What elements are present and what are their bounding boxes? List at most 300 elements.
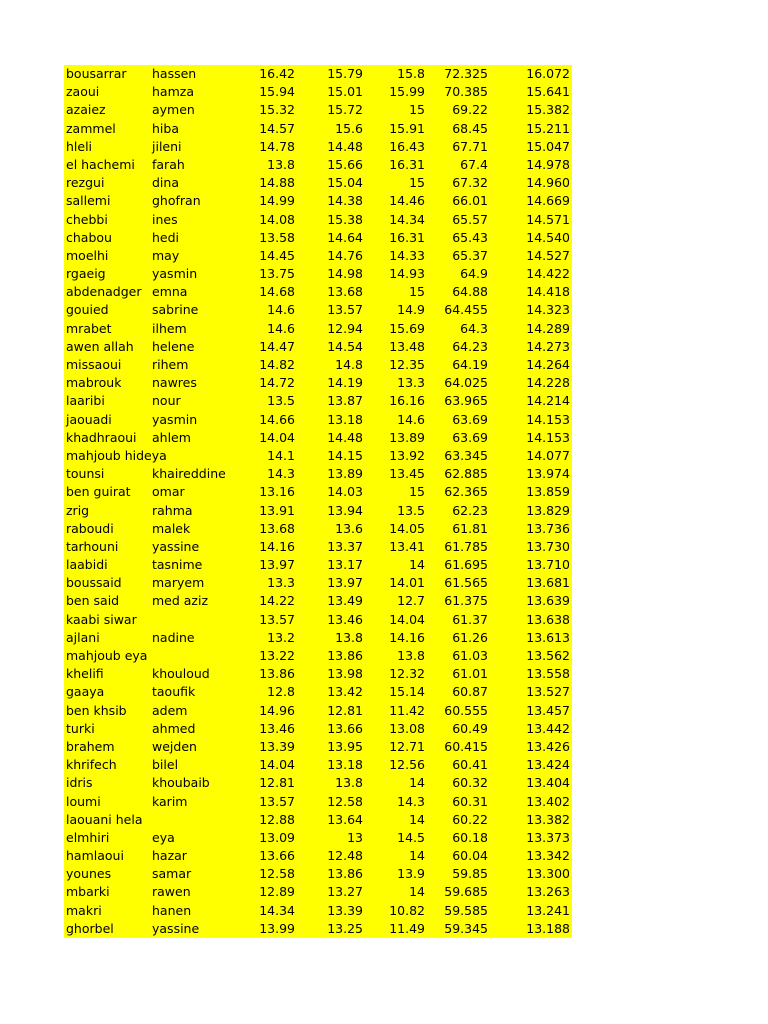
score-2-cell[interactable]: 13.68 [327,284,363,300]
score-1-cell[interactable]: 14.72 [259,375,295,391]
last-name-cell[interactable]: ghorbel [66,920,114,936]
score-1-cell[interactable]: 13.58 [259,229,295,245]
score-3-cell[interactable]: 14.9 [397,302,425,318]
first-name-cell[interactable]: yassine [152,538,200,554]
score-1-cell[interactable]: 14.68 [259,284,295,300]
total-cell[interactable]: 69.22 [452,102,488,118]
average-cell[interactable]: 14.264 [526,357,570,372]
score-3-cell[interactable]: 13.8 [397,648,425,663]
total-cell[interactable]: 65.43 [452,229,488,245]
last-name-cell[interactable]: khrifech [66,757,117,773]
average-cell[interactable]: 13.639 [526,593,570,609]
total-cell[interactable]: 67.71 [452,138,488,154]
total-cell[interactable]: 61.37 [452,611,488,627]
score-2-cell[interactable]: 13.86 [327,866,363,882]
score-2-cell[interactable]: 13.89 [327,466,363,482]
first-name-cell[interactable]: yassine [152,920,200,936]
average-cell[interactable]: 13.527 [526,684,570,700]
score-2-cell[interactable]: 14.48 [327,138,363,154]
first-name-cell[interactable]: eya [152,829,175,845]
total-cell[interactable]: 68.45 [452,120,488,136]
total-cell[interactable]: 64.3 [460,320,488,336]
average-cell[interactable]: 13.558 [526,666,570,682]
last-name-cell[interactable]: chabou [66,229,112,245]
average-cell[interactable]: 13.974 [526,466,570,482]
score-3-cell[interactable]: 12.7 [397,593,425,609]
total-cell[interactable]: 72.325 [444,66,488,81]
first-name-cell[interactable]: hiba [152,120,179,136]
first-name-cell[interactable]: malek [152,520,191,536]
score-3-cell[interactable]: 13.3 [397,375,425,391]
first-name-cell[interactable]: ilhem [152,320,187,336]
total-cell[interactable]: 60.87 [452,684,488,700]
last-name-cell[interactable]: rezgui [66,175,105,191]
total-cell[interactable]: 66.01 [452,193,488,209]
score-1-cell[interactable]: 13.86 [259,666,295,682]
last-name-cell[interactable]: hleli [66,138,93,154]
score-3-cell[interactable]: 14.33 [389,247,425,263]
score-2-cell[interactable]: 15.6 [335,120,363,136]
score-3-cell[interactable]: 15 [409,484,425,500]
score-2-cell[interactable]: 13.37 [327,538,363,554]
total-cell[interactable]: 65.37 [452,247,488,263]
average-cell[interactable]: 13.613 [526,629,570,645]
score-1-cell[interactable]: 13.16 [259,484,295,500]
score-3-cell[interactable]: 14 [409,557,425,573]
score-2-cell[interactable]: 13.6 [335,520,363,536]
score-1-cell[interactable]: 12.8 [267,684,295,700]
total-cell[interactable]: 64.025 [444,375,488,391]
score-3-cell[interactable]: 15.99 [389,84,425,100]
average-cell[interactable]: 15.047 [526,138,570,154]
score-3-cell[interactable]: 14.5 [397,829,425,845]
total-cell[interactable]: 64.9 [460,266,488,282]
average-cell[interactable]: 13.562 [526,648,570,663]
score-1-cell[interactable]: 13.66 [259,848,295,864]
score-1-cell[interactable]: 13.57 [259,793,295,809]
first-name-cell[interactable]: tasnime [152,557,203,573]
last-name-cell[interactable]: raboudi [66,520,114,536]
first-name-cell[interactable]: khouloud [152,666,210,682]
score-1-cell[interactable]: 14.47 [259,338,295,354]
score-3-cell[interactable]: 15 [409,175,425,191]
total-cell[interactable]: 60.41 [452,757,488,773]
first-name-cell[interactable]: hazar [152,848,187,864]
average-cell[interactable]: 13.402 [526,793,570,809]
score-2-cell[interactable]: 13.98 [327,666,363,682]
total-cell[interactable]: 64.455 [444,302,488,318]
score-1-cell[interactable]: 13.22 [259,648,295,663]
average-cell[interactable]: 13.424 [526,757,570,773]
first-name-cell[interactable]: rawen [152,884,191,900]
first-name-cell[interactable]: emna [152,284,188,300]
score-1-cell[interactable]: 14.57 [259,120,295,136]
score-2-cell[interactable]: 12.81 [327,702,363,718]
last-name-cell[interactable]: zammel [66,120,116,136]
first-name-cell[interactable]: hedi [152,229,180,245]
average-cell[interactable]: 14.214 [526,393,570,409]
last-name-cell[interactable]: ben guirat [66,484,131,500]
score-2-cell[interactable]: 13 [347,829,363,845]
first-name-cell[interactable]: ahlem [152,429,191,445]
score-1-cell[interactable]: 14.3 [267,466,295,482]
score-3-cell[interactable]: 14.16 [389,629,425,645]
score-2-cell[interactable]: 12.48 [327,848,363,864]
average-cell[interactable]: 13.730 [526,538,570,554]
score-2-cell[interactable]: 14.19 [327,375,363,391]
first-name-cell[interactable]: samar [152,866,192,882]
last-name-cell[interactable]: ben khsib [66,702,127,718]
average-cell[interactable]: 13.829 [526,502,570,518]
average-cell[interactable]: 13.442 [526,720,570,736]
score-3-cell[interactable]: 14.3 [397,793,425,809]
first-name-cell[interactable]: rihem [152,357,189,372]
total-cell[interactable]: 60.415 [444,738,488,754]
score-2-cell[interactable]: 14.48 [327,429,363,445]
last-name-cell[interactable]: tounsi [66,466,105,482]
score-1-cell[interactable]: 13.97 [259,557,295,573]
last-name-cell[interactable]: ben said [66,593,120,609]
score-2-cell[interactable]: 14.98 [327,266,363,282]
score-2-cell[interactable]: 13.66 [327,720,363,736]
total-cell[interactable]: 59.345 [444,920,488,936]
total-cell[interactable]: 65.57 [452,211,488,227]
last-name-cell[interactable]: awen allah [66,338,134,354]
last-name-cell[interactable]: rgaeig [66,266,106,282]
total-cell[interactable]: 67.4 [460,156,488,172]
total-cell[interactable]: 61.565 [444,575,488,591]
total-cell[interactable]: 59.685 [444,884,488,900]
score-3-cell[interactable]: 14.93 [389,266,425,282]
total-cell[interactable]: 64.19 [452,357,488,372]
first-name-cell[interactable]: hassen [152,66,197,81]
score-1-cell[interactable]: 14.6 [267,320,295,336]
last-name-cell[interactable]: laouani hela [66,811,143,827]
score-2-cell[interactable]: 13.97 [327,575,363,591]
total-cell[interactable]: 60.22 [452,811,488,827]
score-2-cell[interactable]: 13.49 [327,593,363,609]
score-2-cell[interactable]: 13.94 [327,502,363,518]
first-name-cell[interactable]: maryem [152,575,205,591]
first-name-cell[interactable]: ines [152,211,178,227]
average-cell[interactable]: 14.153 [526,429,570,445]
last-name-cell[interactable]: el hachemi [66,156,135,172]
score-2-cell[interactable]: 14.76 [327,247,363,263]
total-cell[interactable]: 62.23 [452,502,488,518]
first-name-cell[interactable]: nadine [152,629,195,645]
score-1-cell[interactable]: 14.22 [259,593,295,609]
score-2-cell[interactable]: 13.87 [327,393,363,409]
score-2-cell[interactable]: 13.18 [327,757,363,773]
score-3-cell[interactable]: 11.49 [389,920,425,936]
score-3-cell[interactable]: 15 [409,102,425,118]
score-3-cell[interactable]: 15 [409,284,425,300]
total-cell[interactable]: 59.85 [452,866,488,882]
average-cell[interactable]: 13.710 [526,557,570,573]
score-2-cell[interactable]: 15.04 [327,175,363,191]
score-1-cell[interactable]: 14.82 [259,357,295,372]
score-3-cell[interactable]: 13.45 [389,466,425,482]
average-cell[interactable]: 14.669 [526,193,570,209]
score-2-cell[interactable]: 15.01 [327,84,363,100]
last-name-cell[interactable]: hamlaoui [66,848,124,864]
total-cell[interactable]: 60.18 [452,829,488,845]
score-3-cell[interactable]: 14.04 [389,611,425,627]
score-2-cell[interactable]: 13.46 [327,611,363,627]
first-name-cell[interactable]: omar [152,484,185,500]
average-cell[interactable]: 13.188 [526,920,570,936]
last-name-cell[interactable]: azaiez [66,102,106,118]
score-1-cell[interactable]: 14.34 [259,902,295,918]
score-2-cell[interactable]: 13.17 [327,557,363,573]
average-cell[interactable]: 14.978 [526,156,570,172]
total-cell[interactable]: 62.365 [444,484,488,500]
score-1-cell[interactable]: 14.45 [259,247,295,263]
score-2-cell[interactable]: 13.86 [327,648,363,663]
score-3-cell[interactable]: 14.05 [389,520,425,536]
average-cell[interactable]: 14.153 [526,411,570,427]
total-cell[interactable]: 64.88 [452,284,488,300]
last-name-cell[interactable]: gaaya [66,684,105,700]
score-2-cell[interactable]: 13.64 [327,811,363,827]
score-3-cell[interactable]: 16.43 [389,138,425,154]
score-3-cell[interactable]: 16.31 [389,229,425,245]
first-name-cell[interactable]: jileni [152,138,182,154]
average-cell[interactable]: 13.342 [526,848,570,864]
score-3-cell[interactable]: 13.89 [389,429,425,445]
score-1-cell[interactable]: 12.88 [259,811,295,827]
score-3-cell[interactable]: 14.6 [397,411,425,427]
score-2-cell[interactable]: 14.54 [327,338,363,354]
average-cell[interactable]: 13.404 [526,775,570,791]
score-2-cell[interactable]: 14.15 [327,447,363,463]
total-cell[interactable]: 60.555 [444,702,488,718]
score-3-cell[interactable]: 14 [409,811,425,827]
average-cell[interactable]: 14.077 [526,447,570,463]
total-cell[interactable]: 61.695 [444,557,488,573]
score-3-cell[interactable]: 16.16 [389,393,425,409]
last-name-cell[interactable]: chebbi [66,211,108,227]
last-name-cell[interactable]: bousarrar [66,66,127,81]
total-cell[interactable]: 63.345 [444,447,488,463]
average-cell[interactable]: 14.527 [526,247,570,263]
score-3-cell[interactable]: 12.56 [389,757,425,773]
average-cell[interactable]: 13.300 [526,866,570,882]
score-1-cell[interactable]: 14.78 [259,138,295,154]
score-3-cell[interactable]: 10.82 [389,902,425,918]
average-cell[interactable]: 13.373 [526,829,570,845]
average-cell[interactable]: 13.382 [526,811,570,827]
last-name-cell[interactable]: mahjoub hideya [66,447,167,463]
last-name-cell[interactable]: ajlani [66,629,100,645]
score-3-cell[interactable]: 12.35 [389,357,425,372]
last-name-cell[interactable]: zaoui [66,84,100,100]
last-name-cell[interactable]: gouied [66,302,109,318]
total-cell[interactable]: 60.31 [452,793,488,809]
last-name-cell[interactable]: sallemi [66,193,111,209]
score-1-cell[interactable]: 13.46 [259,720,295,736]
score-3-cell[interactable]: 15.69 [389,320,425,336]
score-3-cell[interactable]: 14.34 [389,211,425,227]
score-2-cell[interactable]: 15.38 [327,211,363,227]
score-1-cell[interactable]: 14.66 [259,411,295,427]
total-cell[interactable]: 61.81 [452,520,488,536]
total-cell[interactable]: 63.69 [452,429,488,445]
score-2-cell[interactable]: 13.39 [327,902,363,918]
score-1-cell[interactable]: 13.2 [267,629,295,645]
score-1-cell[interactable]: 14.6 [267,302,295,318]
last-name-cell[interactable]: khadhraoui [66,429,137,445]
score-3-cell[interactable]: 12.32 [389,666,425,682]
average-cell[interactable]: 16.072 [526,66,570,81]
first-name-cell[interactable]: nour [152,393,181,409]
score-3-cell[interactable]: 13.41 [389,538,425,554]
score-2-cell[interactable]: 14.8 [335,357,363,372]
score-1-cell[interactable]: 13.75 [259,266,295,282]
average-cell[interactable]: 14.960 [526,175,570,191]
first-name-cell[interactable]: wejden [152,738,197,754]
average-cell[interactable]: 15.641 [526,84,570,100]
score-3-cell[interactable]: 14 [409,848,425,864]
score-2-cell[interactable]: 14.03 [327,484,363,500]
first-name-cell[interactable]: adem [152,702,188,718]
first-name-cell[interactable]: dina [152,175,179,191]
score-2-cell[interactable]: 15.72 [327,102,363,118]
average-cell[interactable]: 14.323 [526,302,570,318]
total-cell[interactable]: 63.69 [452,411,488,427]
first-name-cell[interactable]: yasmin [152,411,198,427]
score-2-cell[interactable]: 13.57 [327,302,363,318]
last-name-cell[interactable]: moelhi [66,247,109,263]
score-2-cell[interactable]: 12.58 [327,793,363,809]
last-name-cell[interactable]: abdenadger [66,284,142,300]
score-3-cell[interactable]: 15.14 [389,684,425,700]
score-1-cell[interactable]: 12.89 [259,884,295,900]
last-name-cell[interactable]: elmhiri [66,829,110,845]
last-name-cell[interactable]: turki [66,720,95,736]
last-name-cell[interactable]: idris [66,775,93,791]
score-3-cell[interactable]: 15.91 [389,120,425,136]
score-1-cell[interactable]: 16.42 [259,66,295,81]
average-cell[interactable]: 13.681 [526,575,570,591]
total-cell[interactable]: 70.385 [444,84,488,100]
total-cell[interactable]: 62.885 [444,466,488,482]
score-1-cell[interactable]: 14.1 [267,447,295,463]
last-name-cell[interactable]: mabrouk [66,375,122,391]
score-1-cell[interactable]: 15.94 [259,84,295,100]
first-name-cell[interactable]: karim [152,793,188,809]
first-name-cell[interactable]: may [152,247,180,263]
last-name-cell[interactable]: mbarki [66,884,110,900]
score-2-cell[interactable]: 13.95 [327,738,363,754]
first-name-cell[interactable]: yasmin [152,266,198,282]
first-name-cell[interactable]: hanen [152,902,192,918]
score-3-cell[interactable]: 14 [409,884,425,900]
first-name-cell[interactable]: aymen [152,102,195,118]
total-cell[interactable]: 64.23 [452,338,488,354]
average-cell[interactable]: 13.638 [526,611,570,627]
score-2-cell[interactable]: 14.64 [327,229,363,245]
last-name-cell[interactable]: jaouadi [66,411,112,427]
average-cell[interactable]: 14.273 [526,338,570,354]
average-cell[interactable]: 13.457 [526,702,570,718]
score-2-cell[interactable]: 13.27 [327,884,363,900]
average-cell[interactable]: 13.263 [526,884,570,900]
average-cell[interactable]: 14.571 [526,211,570,227]
score-1-cell[interactable]: 14.96 [259,702,295,718]
first-name-cell[interactable]: farah [152,156,185,172]
score-3-cell[interactable]: 13.5 [397,502,425,518]
last-name-cell[interactable]: younes [66,866,112,882]
last-name-cell[interactable]: makri [66,902,102,918]
average-cell[interactable]: 13.736 [526,520,570,536]
first-name-cell[interactable]: taoufik [152,684,196,700]
score-1-cell[interactable]: 13.91 [259,502,295,518]
first-name-cell[interactable]: med aziz [152,593,209,609]
last-name-cell[interactable]: laabidi [66,557,108,573]
score-1-cell[interactable]: 13.5 [267,393,295,409]
score-3-cell[interactable]: 13.92 [389,447,425,463]
score-2-cell[interactable]: 13.42 [327,684,363,700]
last-name-cell[interactable]: mahjoub eya [66,648,148,663]
score-1-cell[interactable]: 13.39 [259,738,295,754]
total-cell[interactable]: 61.785 [444,538,488,554]
first-name-cell[interactable]: khoubaib [152,775,210,791]
score-2-cell[interactable]: 12.94 [327,320,363,336]
first-name-cell[interactable]: helene [152,338,195,354]
total-cell[interactable]: 61.01 [452,666,488,682]
last-name-cell[interactable]: zrig [66,502,90,518]
last-name-cell[interactable]: tarhouni [66,538,119,554]
score-3-cell[interactable]: 16.31 [389,156,425,172]
first-name-cell[interactable]: nawres [152,375,197,391]
total-cell[interactable]: 61.03 [452,648,488,663]
total-cell[interactable]: 61.375 [444,593,488,609]
score-2-cell[interactable]: 14.38 [327,193,363,209]
total-cell[interactable]: 61.26 [452,629,488,645]
first-name-cell[interactable]: bilel [152,757,179,773]
total-cell[interactable]: 60.49 [452,720,488,736]
average-cell[interactable]: 13.859 [526,484,570,500]
average-cell[interactable]: 14.228 [526,375,570,391]
first-name-cell[interactable]: khaireddine [152,466,226,482]
score-3-cell[interactable]: 13.48 [389,338,425,354]
score-1-cell[interactable]: 13.57 [259,611,295,627]
first-name-cell[interactable]: ahmed [152,720,196,736]
score-1-cell[interactable]: 14.16 [259,538,295,554]
average-cell[interactable]: 13.241 [526,902,570,918]
score-3-cell[interactable]: 11.42 [389,702,425,718]
score-3-cell[interactable]: 13.9 [397,866,425,882]
first-name-cell[interactable]: hamza [152,84,194,100]
score-2-cell[interactable]: 13.18 [327,411,363,427]
score-3-cell[interactable]: 14.01 [389,575,425,591]
score-2-cell[interactable]: 15.79 [327,66,363,81]
total-cell[interactable]: 67.32 [452,175,488,191]
score-1-cell[interactable]: 13.99 [259,920,295,936]
last-name-cell[interactable]: loumi [66,793,101,809]
score-1-cell[interactable]: 14.99 [259,193,295,209]
average-cell[interactable]: 15.382 [526,102,570,118]
score-1-cell[interactable]: 12.81 [259,775,295,791]
total-cell[interactable]: 59.585 [444,902,488,918]
score-1-cell[interactable]: 14.88 [259,175,295,191]
last-name-cell[interactable]: laaribi [66,393,105,409]
total-cell[interactable]: 63.965 [444,393,488,409]
score-2-cell[interactable]: 15.66 [327,156,363,172]
score-1-cell[interactable]: 13.09 [259,829,295,845]
score-1-cell[interactable]: 14.08 [259,211,295,227]
